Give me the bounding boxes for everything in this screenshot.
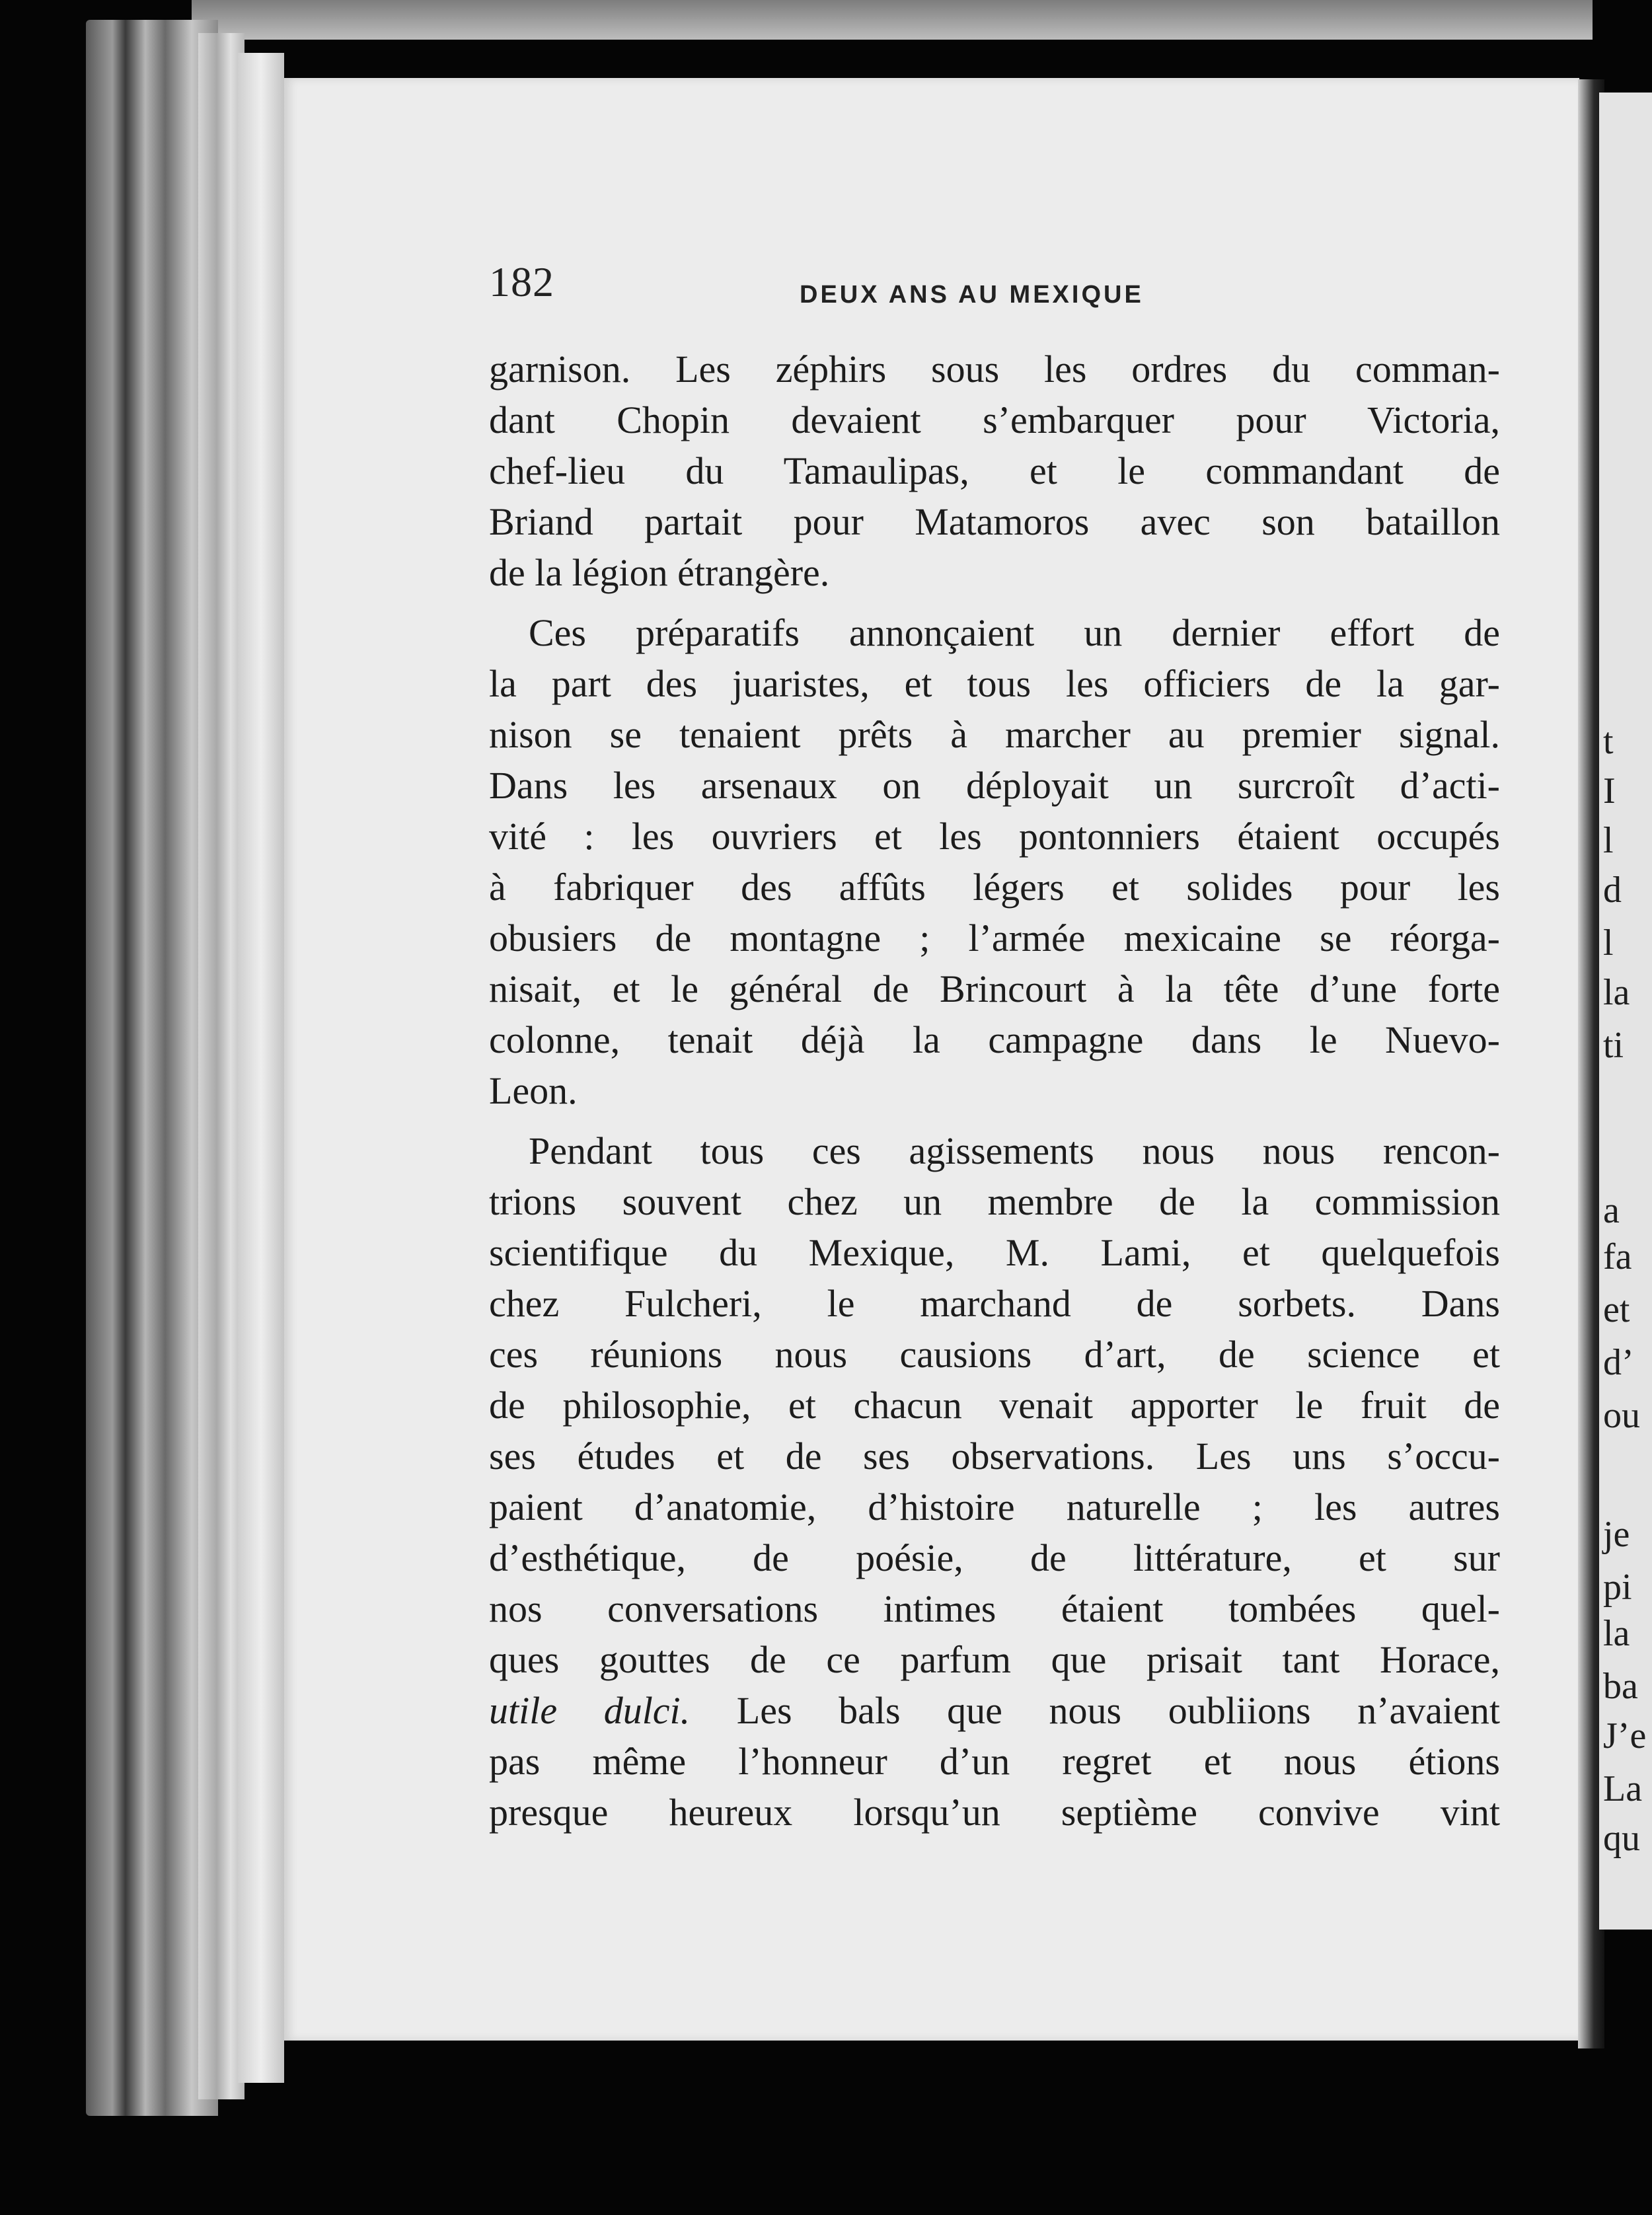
text-line xyxy=(489,1685,1500,1736)
text-line: la part des juaristes, et tous les officiers de la gar- xyxy=(489,662,1500,705)
facing-page-fragment: a xyxy=(1603,1190,1620,1231)
facing-page-fragment: ou xyxy=(1603,1395,1640,1436)
facing-page-fragment: J’e xyxy=(1603,1715,1647,1756)
text-line: obusiers de montagne ; l’armée mexicaine se réorga- xyxy=(489,917,1500,959)
text-line: Briand partait pour Matamoros avec son bataillon xyxy=(489,500,1500,543)
facing-page-fragment: fa xyxy=(1603,1236,1632,1277)
text-line: chef-lieu du Tamaulipas, et le commandant de xyxy=(489,449,1500,492)
text-line: Ces préparatifs annonçaient un dernier effort de xyxy=(529,611,1500,654)
book-top-edge xyxy=(192,0,1593,40)
facing-page-fragment: qu xyxy=(1603,1818,1640,1859)
text-line: garnison. Les zéphirs sous les ordres du comman- xyxy=(489,348,1500,391)
facing-page-fragment: I xyxy=(1603,770,1616,811)
text-line: ques gouttes de ce parfum que prisait tant Horace, xyxy=(489,1638,1500,1681)
facing-page-fragment: d’ xyxy=(1603,1342,1634,1383)
facing-page-fragment: t xyxy=(1603,721,1614,762)
facing-page-fragment: la xyxy=(1603,1613,1630,1654)
text-after-italic: Les bals que nous oubliions n’avaient xyxy=(690,1689,1500,1732)
text-line: presque heureux lorsqu’un septième convive vint xyxy=(489,1791,1500,1834)
text-line: de la légion étrangère. xyxy=(489,551,830,594)
paragraph xyxy=(489,607,1500,1116)
facing-page-fragment: pi xyxy=(1603,1567,1632,1608)
facing-page-fragment: et xyxy=(1603,1289,1630,1330)
text-line: pas même l’honneur d’un regret et nous étions xyxy=(489,1740,1500,1783)
text-line: colonne, tenait déjà la campagne dans le Nuevo- xyxy=(489,1018,1500,1061)
text-line: dant Chopin devaient s’embarquer pour Victoria, xyxy=(489,398,1500,441)
text-line: trions souvent chez un membre de la commission xyxy=(489,1180,1500,1223)
facing-page-fragment: l xyxy=(1603,820,1614,861)
text-line: paient d’anatomie, d’histoire naturelle ; les autres xyxy=(489,1485,1500,1528)
text-line: scientifique du Mexique, M. Lami, et quelquefois xyxy=(489,1231,1500,1274)
paragraph xyxy=(489,1125,1500,1838)
text-line: de philosophie, et chacun venait apporter le fruit de xyxy=(489,1384,1500,1427)
facing-page-fragment: ba xyxy=(1603,1666,1638,1707)
text-line: Pendant tous ces agissements nous nous rencon- xyxy=(529,1129,1500,1172)
text-line: d’esthétique, de poésie, de littérature, et sur xyxy=(489,1536,1500,1579)
facing-page-fragment: d xyxy=(1603,870,1622,911)
text-line: chez Fulcheri, le marchand de sorbets. Dans xyxy=(489,1282,1500,1325)
body-text xyxy=(489,344,1500,1838)
text-line: nisait, et le général de Brincourt à la tête d’une forte xyxy=(489,967,1500,1010)
page-number: 182 xyxy=(489,258,554,305)
text-line: ces réunions nous causions d’art, de science et xyxy=(489,1333,1500,1376)
running-title: DEUX ANS AU MEXIQUE xyxy=(800,281,1144,309)
text-line: à fabriquer des affûts légers et solides pour les xyxy=(489,866,1500,909)
facing-page-fragment: l xyxy=(1603,922,1614,963)
facing-page-fragment: La xyxy=(1603,1768,1643,1809)
facing-page-sliver xyxy=(1599,93,1652,1930)
text-line: nos conversations intimes étaient tombées quel- xyxy=(489,1587,1500,1630)
facing-page-fragment: ti xyxy=(1603,1025,1624,1066)
text-line: nison se tenaient prêts à marcher au premier signal. xyxy=(489,713,1500,756)
text-line: ses études et de ses observations. Les uns s’occu- xyxy=(489,1435,1500,1478)
page-block-edge-inner xyxy=(238,53,284,2083)
text-line: Dans les arsenaux on déployait un surcroît d’acti- xyxy=(489,764,1500,807)
text-line: Leon. xyxy=(489,1069,578,1112)
italic-phrase: utile dulci. xyxy=(489,1689,691,1732)
facing-page-fragment: la xyxy=(1603,972,1630,1013)
text-line: vité : les ouvriers et les pontonniers étaient occupés xyxy=(489,815,1500,858)
paragraph xyxy=(489,344,1500,598)
facing-page-fragment: je xyxy=(1603,1514,1630,1555)
